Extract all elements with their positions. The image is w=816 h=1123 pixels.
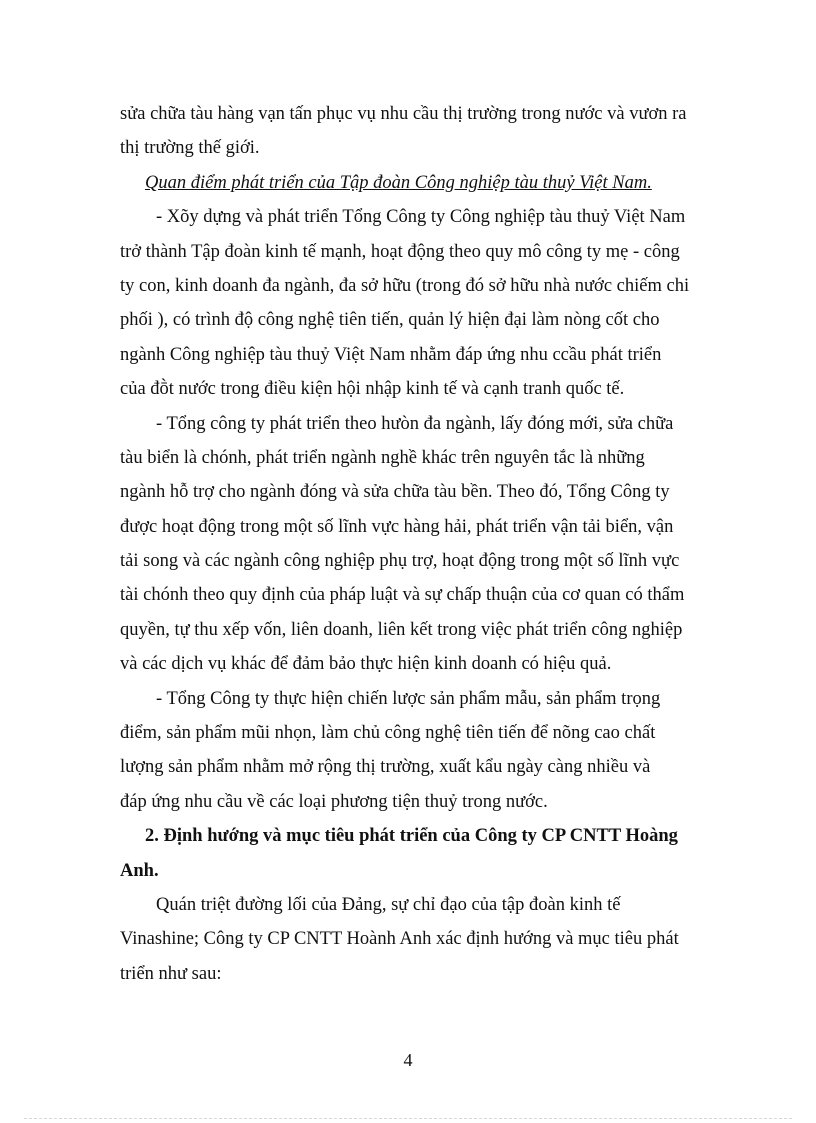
paragraph-start: - Tổng công ty phát triển theo hưòn đa ngành, lấy đóng mới, sửa chữa [156, 413, 674, 434]
text-line: thị trường thế giới. [120, 138, 260, 159]
paragraph-start: - Xõy dựng và phát triển Tổng Công ty Công nghiệp tàu thuỷ Việt Nam [156, 207, 686, 228]
text-line: ty con, kinh doanh đa ngành, đa sở hữu (trong đó sở hữu nhà nước chiếm chi [120, 275, 690, 296]
body-text [120, 97, 695, 991]
text-line: phối ), có trình độ công nghệ tiên tiến, quản lý hiện đại làm nòng cốt cho [120, 310, 660, 331]
text-line: triển như sau: [120, 963, 222, 984]
section-subheading: Quan điểm phát triển của Tập đoàn Công nghiệp tàu thuỷ Việt Nam. [145, 172, 652, 193]
text-line: trở thành Tập đoàn kinh tế mạnh, hoạt động theo quy mô công ty mẹ - công [120, 241, 680, 262]
paragraph-start: - Tổng Công ty thực hiện chiến lược sản phẩm mẫu, sản phẩm trọng [156, 688, 661, 709]
text-line: quyền, tự thu xếp vốn, liên doanh, liên kết trong việc phát triển công nghiệp [120, 619, 683, 640]
section-heading: 2. Định hướng và mục tiêu phát triển của Công ty CP CNTT Hoàng [145, 826, 678, 847]
page-number: 4 [403, 1050, 413, 1070]
text-line: lượng sản phẩm nhằm mở rộng thị trường, xuất kẩu ngày càng nhiều và [120, 757, 651, 778]
text-line: được hoạt động trong một số lĩnh vực hàng hải, phát triển vận tải biển, vận [120, 516, 674, 537]
text-line: tàu biển là chónh, phát triển ngành nghề khác trên nguyên tắc là những [120, 447, 645, 468]
paragraph-start: Quán triệt đường lối của Đảng, sự chỉ đạo của tập đoàn kinh tế [156, 894, 621, 915]
text-line: Vinashine; Công ty CP CNTT Hoành Anh xác định hướng và mục tiêu phát [120, 929, 679, 950]
text-line: sửa chữa tàu hàng vạn tấn phục vụ nhu cầu thị trường trong nước và vươn ra [120, 104, 687, 124]
text-line: ngành Công nghiệp tàu thuỷ Việt Nam nhằm đáp ứng nhu ccầu phát triển [120, 344, 662, 365]
text-line: của đṑt nước trong điều kiện hội nhập kinh tế và cạnh tranh quốc tế. [120, 379, 625, 400]
text-line: tài chónh theo quy định của pháp luật và sự chấp thuận của cơ quan có thẩm [120, 585, 685, 606]
text-line: ngành hỗ trợ cho ngành đóng và sửa chữa tàu bền. Theo đó, Tổng Công ty [120, 482, 670, 503]
section-heading-cont: Anh. [120, 860, 159, 881]
text-line: và các dịch vụ khác để đảm bảo thực hiện kinh doanh có hiệu quả. [120, 654, 612, 675]
page-divider [24, 1118, 792, 1119]
text-line: đáp ứng nhu cầu về các loại phương tiện thuỷ trong nước. [120, 791, 548, 812]
text-line: điểm, sản phẩm mũi nhọn, làm chủ công nghệ tiên tiến để nõng cao chất [120, 723, 656, 744]
text-line: tải song và các ngành công nghiệp phụ trợ, hoạt động trong một số lĩnh vực [120, 551, 680, 572]
